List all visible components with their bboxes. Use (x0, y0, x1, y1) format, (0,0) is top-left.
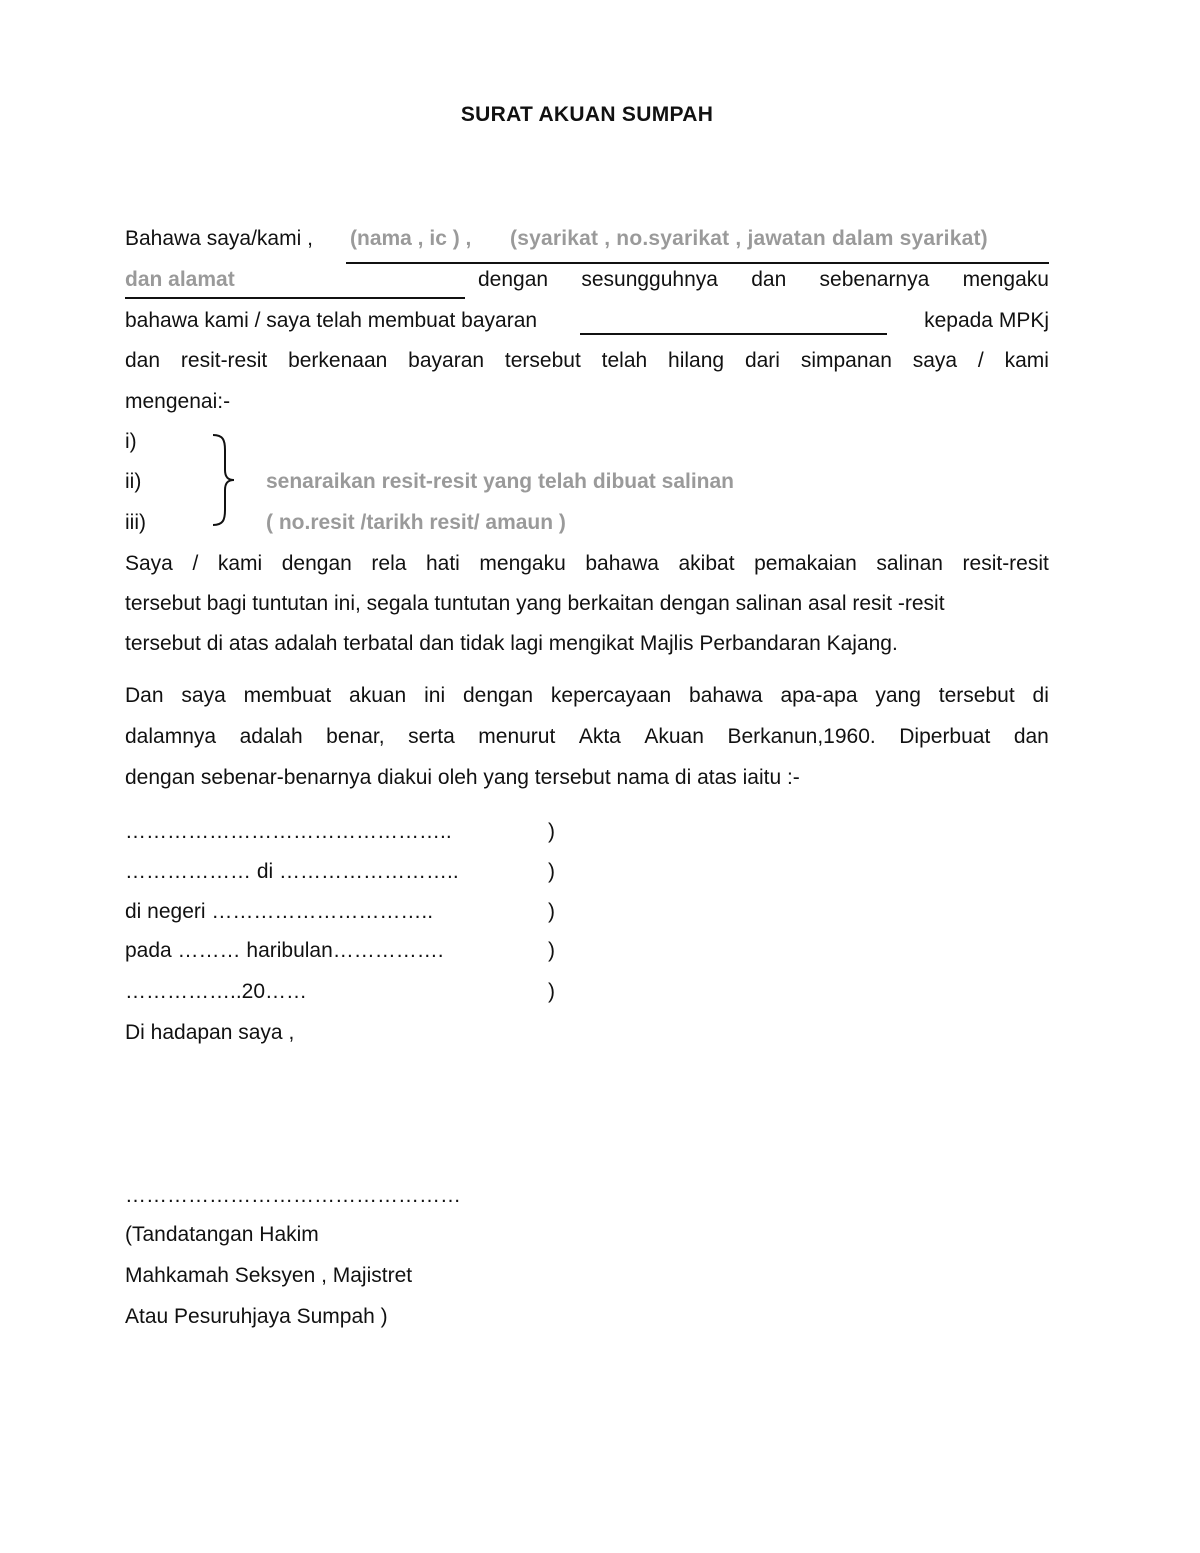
word: ini (424, 684, 446, 707)
list-note-1: senaraikan resit-resit yang telah dibuat salinan (266, 470, 734, 493)
word: Akuan (644, 725, 704, 748)
word: sesungguhnya (581, 268, 718, 291)
document-title: SURAT AKUAN SUMPAH (460, 103, 714, 126)
sig-paren-5: ) (548, 980, 555, 1003)
p1-line3-end: kepada MPKj (924, 309, 1049, 332)
sig-paren-3: ) (548, 900, 555, 923)
fill-line-payment (580, 333, 887, 335)
p1-placeholder-address: dan alamat (125, 268, 235, 291)
word: menurut (478, 725, 556, 748)
p1-line5: mengenai:- (125, 390, 231, 413)
p1-line1 (125, 226, 313, 252)
sig-row-5: ……………..20…… (125, 980, 308, 1003)
word: membuat (243, 684, 332, 707)
word: dengan (281, 552, 352, 575)
judge-line-2: Mahkamah Seksyen , Majistret (125, 1264, 413, 1287)
word: serta (408, 725, 455, 748)
word: mengaku (479, 552, 566, 575)
word: kami (1004, 349, 1049, 372)
word: hati (425, 552, 460, 575)
word: dari (744, 349, 780, 372)
word: kami (217, 552, 263, 575)
word: / (192, 552, 199, 575)
word: bahawa (585, 552, 659, 575)
p1-placeholder-name-ic: (nama , ic ) , (350, 227, 472, 250)
word: Dan (125, 684, 164, 707)
p3-line1 (125, 683, 1049, 709)
word: dan (1013, 725, 1049, 748)
word: simpanan (800, 349, 892, 372)
word: salinan (876, 552, 943, 575)
word: hilang (668, 349, 725, 372)
list-note-2: ( no.resit /tarikh resit/ amaun ) (266, 511, 566, 534)
p2-line3: tersebut di atas adalah terbatal dan tidak lagi mengikat Majlis Perbandaran Kajang. (125, 632, 898, 655)
p2-line1 (125, 551, 1049, 577)
word: bayaran (408, 349, 485, 372)
sig-row-2: ……………… di …………………….. (125, 860, 459, 883)
word: sebenarnya (819, 268, 930, 291)
word: resit-resit (962, 552, 1049, 575)
word: tersebut (504, 349, 581, 372)
word: dengan (478, 268, 549, 291)
p1-line1-prefix: Bahawa saya/kami , (125, 227, 313, 250)
word: adalah (239, 725, 303, 748)
word: yang (875, 684, 921, 707)
judge-line-3: Atau Pesuruhjaya Sumpah ) (125, 1305, 388, 1328)
list-item-iii: iii) (125, 511, 146, 534)
right-brace-icon (205, 432, 239, 528)
list-item-ii: ii) (125, 470, 142, 493)
word: berkenaan (288, 349, 388, 372)
p1-placeholder-company: (syarikat , no.syarikat , jawatan dalam syarikat) (510, 227, 988, 250)
fill-line-address (125, 297, 465, 299)
word: Akta (578, 725, 621, 748)
p2-line2: tersebut bagi tuntutan ini, segala tuntutan yang berkaitan dengan salinan asal resit -resit (125, 592, 945, 615)
word: akuan (349, 684, 407, 707)
word: akibat (678, 552, 735, 575)
sig-row-3: di negeri ………………………….. (125, 900, 434, 923)
sig-paren-4: ) (548, 939, 555, 962)
word: / (977, 349, 984, 372)
list-item-i: i) (125, 430, 137, 453)
word: Saya (125, 552, 173, 575)
word: saya (912, 349, 958, 372)
word: pemakaian (754, 552, 857, 575)
p1-line3-text: bahawa kami / saya telah membuat bayaran (125, 309, 538, 332)
word: apa-apa (780, 684, 858, 707)
sig-row-4: pada ……… haribulan……………. (125, 939, 444, 962)
before-text: Di hadapan saya , (125, 1021, 295, 1044)
word: tersebut (938, 684, 1015, 707)
word: telah (601, 349, 648, 372)
sig-paren-1: ) (548, 820, 555, 843)
fill-line-company (346, 262, 1049, 264)
word: mengaku (962, 268, 1049, 291)
sig-row-1: ……………………………………….. (125, 820, 452, 843)
p1-line4 (125, 348, 1049, 374)
word: dan (125, 349, 161, 372)
word: saya (181, 684, 226, 707)
word: resit-resit (180, 349, 268, 372)
word: bahawa (689, 684, 763, 707)
word: Diperbuat (899, 725, 991, 748)
p3-line3: dengan sebenar-benarnya diakui oleh yang tersebut nama di atas iaitu :- (125, 766, 800, 789)
word: benar, (326, 725, 385, 748)
word: kepercayaan (550, 684, 672, 707)
judge-signature-line: ………………………………………… (125, 1184, 461, 1207)
word: dalamnya (125, 725, 217, 748)
word: di (1032, 684, 1049, 707)
p1-line2 (478, 267, 1049, 293)
p3-line2 (125, 724, 1049, 750)
word: dengan (462, 684, 534, 707)
judge-line-1: (Tandatangan Hakim (125, 1223, 319, 1246)
word: rela (371, 552, 407, 575)
word: Berkanun,1960. (727, 725, 876, 748)
word: dan (751, 268, 787, 291)
sig-paren-2: ) (548, 860, 555, 883)
